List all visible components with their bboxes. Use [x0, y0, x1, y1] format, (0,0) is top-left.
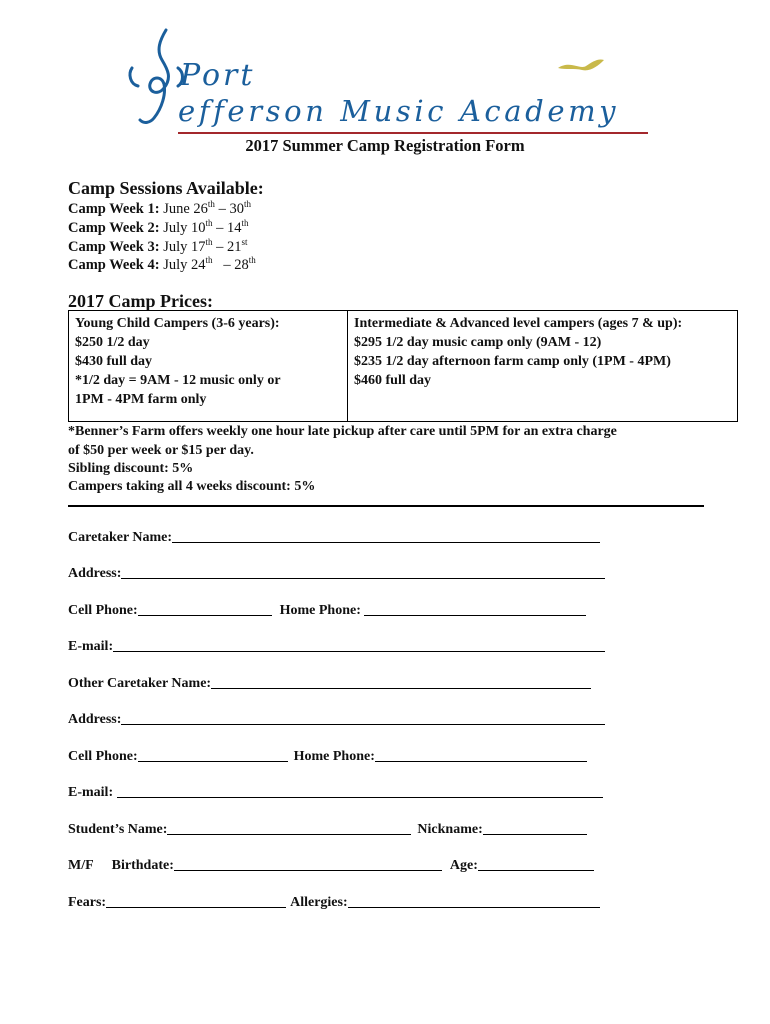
student-row — [68, 822, 587, 838]
address-input[interactable] — [121, 577, 605, 579]
student-name-label: Student’s Name: — [68, 822, 168, 837]
other-caretaker-label: Other Caretaker Name: — [68, 676, 212, 691]
week-sep: – — [212, 220, 228, 236]
cell-phone-label: Cell Phone: — [68, 603, 138, 618]
email-label: E-mail: — [68, 639, 114, 654]
fears-label: Fears: — [68, 895, 107, 910]
camp-week-4 — [68, 257, 256, 274]
address2-label: Address: — [68, 712, 122, 727]
caretaker-name-row — [68, 530, 600, 546]
price-line: Young Child Campers (3-6 years): — [75, 316, 280, 331]
email2-input[interactable] — [117, 796, 603, 798]
price-line: $460 full day — [354, 373, 432, 388]
week-end-sup: th — [241, 218, 249, 229]
sibling-discount: Sibling discount: 5% — [68, 461, 194, 476]
home-phone-input[interactable] — [364, 614, 586, 616]
prices-heading: 2017 Camp Prices: — [68, 291, 213, 311]
price-line: 1PM - 4PM farm only — [75, 392, 207, 407]
birthdate-label: Birthdate: — [111, 858, 174, 873]
other-caretaker-row — [68, 676, 591, 692]
phone-row — [68, 603, 586, 619]
week-label: Camp Week 1: — [68, 201, 160, 217]
birthdate-input[interactable] — [174, 869, 442, 871]
price-line: Intermediate & Advanced level campers (ages 7 & up): — [354, 316, 683, 331]
caretaker-name-label: Caretaker Name: — [68, 530, 173, 545]
email2-label: E-mail: — [68, 785, 117, 800]
intermediate-advanced-prices — [348, 311, 738, 422]
week-label: Camp Week 3: — [68, 239, 160, 255]
week-start: July 17 — [163, 239, 206, 255]
week-start-sup: th — [207, 199, 215, 210]
birthdate-row — [68, 858, 594, 874]
prices-table — [68, 310, 738, 422]
week-end: 21 — [227, 239, 242, 255]
logo-line-2: efferson Music Academy — [178, 94, 620, 128]
week-start: July 24 — [163, 257, 206, 273]
other-caretaker-input[interactable] — [211, 687, 591, 689]
price-line: $295 1/2 day music camp only (9AM - 12) — [354, 335, 602, 350]
week-start: July 10 — [163, 220, 206, 236]
home-phone2-label: Home Phone: — [293, 749, 375, 764]
camp-week-1 — [68, 201, 251, 218]
caretaker-name-input[interactable] — [172, 541, 600, 543]
price-line: $250 1/2 day — [75, 335, 150, 350]
gender-label: M/F — [68, 858, 94, 873]
week-end: 14 — [227, 220, 242, 236]
price-line: $430 full day — [75, 354, 153, 369]
week-label: Camp Week 4: — [68, 257, 160, 273]
camp-week-2 — [68, 220, 249, 237]
home-phone2-input[interactable] — [375, 760, 587, 762]
nickname-input[interactable] — [483, 833, 587, 835]
week-start-sup: th — [205, 255, 213, 266]
week-sep: – — [212, 257, 235, 273]
email-input[interactable] — [113, 650, 605, 652]
logo-line-1: Port — [180, 58, 256, 93]
week-label: Camp Week 2: — [68, 220, 160, 236]
price-line: *1/2 day = 9AM - 12 music only or — [75, 373, 281, 388]
week-end-sup: th — [243, 199, 251, 210]
young-child-prices — [69, 311, 348, 422]
week-sep: – — [214, 201, 230, 217]
home-phone-label: Home Phone: — [279, 603, 365, 618]
address-row — [68, 566, 605, 582]
address-label: Address: — [68, 566, 122, 581]
late-pickup-note-cont: of $50 per week or $15 per day. — [68, 443, 254, 458]
week-sep: – — [212, 239, 228, 255]
week-end: 30 — [229, 201, 244, 217]
fears-row — [68, 895, 600, 911]
fears-input[interactable] — [106, 906, 286, 908]
age-input[interactable] — [478, 869, 594, 871]
camp-week-3 — [68, 239, 248, 256]
email-row — [68, 639, 605, 655]
phone2-row — [68, 749, 587, 765]
price-line: $235 1/2 day afternoon farm camp only (1PM - 4PM) — [354, 354, 671, 369]
email2-row — [68, 785, 603, 801]
week-end: 28 — [234, 257, 249, 273]
address2-input[interactable] — [121, 723, 605, 725]
week-end-sup: th — [248, 255, 256, 266]
allergies-input[interactable] — [348, 906, 600, 908]
form-title: 2017 Summer Camp Registration Form — [245, 136, 525, 155]
four-week-discount: Campers taking all 4 weeks discount: 5% — [68, 479, 316, 494]
logo-rule — [178, 132, 648, 134]
week-start-sup: th — [205, 237, 213, 248]
student-name-input[interactable] — [167, 833, 411, 835]
address2-row — [68, 712, 605, 728]
cell-phone2-input[interactable] — [138, 760, 288, 762]
late-pickup-note: *Benner’s Farm offers weekly one hour late pickup after care until 5PM for an extra charge — [68, 424, 617, 439]
allergies-label: Allergies: — [290, 895, 348, 910]
section-divider — [68, 505, 704, 507]
week-start-sup: th — [205, 218, 213, 229]
age-label: Age: — [449, 858, 478, 873]
bird-icon — [556, 56, 606, 76]
sessions-heading: Camp Sessions Available: — [68, 178, 264, 198]
week-start: June 26 — [163, 201, 208, 217]
cell-phone-input[interactable] — [138, 614, 272, 616]
week-end-sup: st — [241, 237, 248, 248]
cell-phone2-label: Cell Phone: — [68, 749, 138, 764]
nickname-label: Nickname: — [417, 822, 483, 837]
